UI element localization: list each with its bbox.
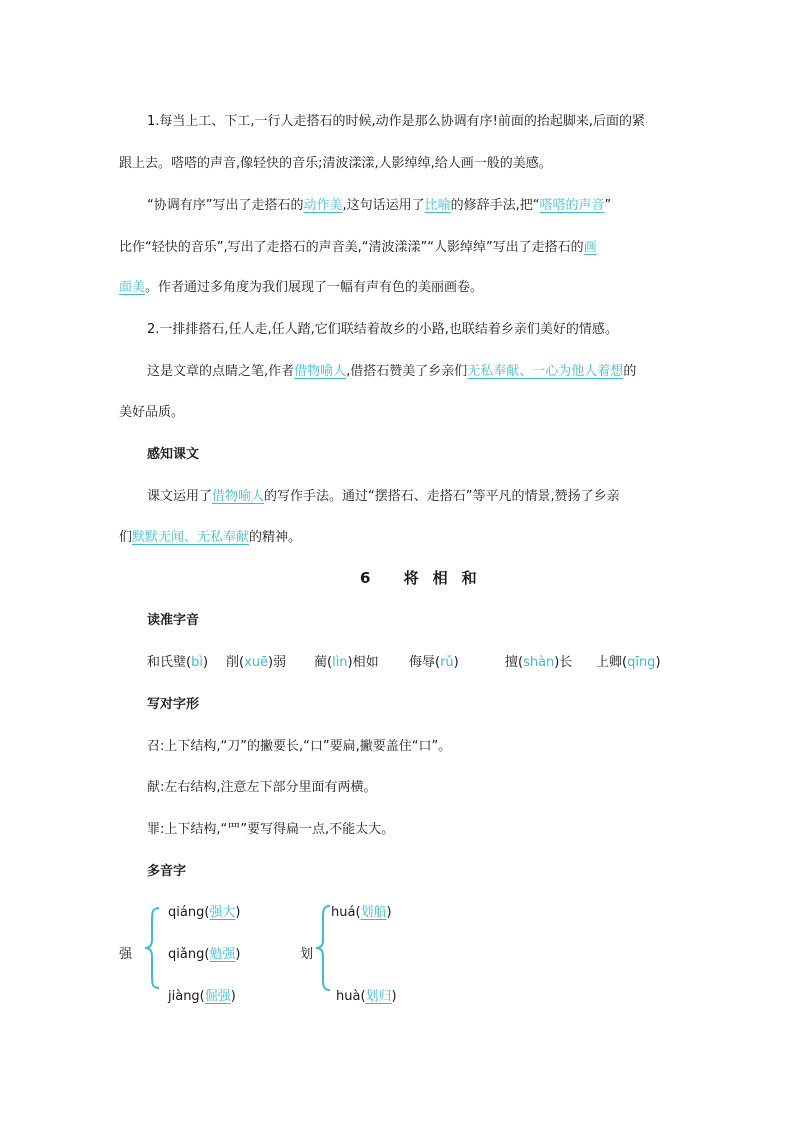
writing-line: 罪:上下结构,“罒”要写得扁一点,不能太大。	[147, 822, 395, 837]
example-word: 强大	[209, 905, 236, 920]
pronunciation-item	[226, 651, 286, 670]
word: )	[453, 655, 459, 670]
answer-highlight: 面美	[119, 280, 146, 295]
pronunciation-item	[596, 651, 661, 670]
analysis-2-line-1	[147, 360, 636, 379]
answer-highlight: 借物喻人	[294, 364, 347, 379]
pronunciation-item	[409, 651, 459, 670]
pinyin: )	[391, 989, 397, 1004]
answer-highlight: 画	[583, 240, 597, 255]
word: )弱	[268, 655, 287, 670]
polyphone-reading	[168, 985, 236, 1004]
polyphone-char: 划	[300, 947, 314, 962]
analysis-text: 的	[623, 364, 637, 379]
pinyin: lìn	[332, 655, 348, 670]
sentence-1-line-1: 1.每当上工、下工,一行人走搭石的时候,动作是那么协调有序!前面的抬起脚来,后面的紧	[147, 114, 646, 129]
example-word: 倔强	[204, 989, 231, 1004]
analysis-text: 的修辞手法,把“	[450, 198, 540, 213]
pinyin: )	[235, 947, 241, 962]
summary-line-1	[147, 485, 620, 504]
word: 擅(	[505, 655, 524, 670]
polyphone-reading	[336, 985, 397, 1004]
analysis-text: 。作者通过多角度为我们展现了一幅有声有色的美丽画卷。	[145, 280, 484, 295]
pronunciation-item	[314, 651, 379, 670]
writing-line: 献:左右结构,注意左下部分里面有两横。	[147, 780, 377, 795]
pinyin: )	[386, 905, 392, 920]
pinyin: qiǎng(	[168, 947, 210, 962]
pinyin: huà(	[336, 989, 366, 1004]
pinyin: )	[230, 989, 236, 1004]
pronunciation-item	[147, 651, 208, 670]
polyphone-reading	[331, 901, 392, 920]
summary-text: 们	[119, 530, 133, 545]
section-heading-pronunciation: 读准字音	[147, 613, 200, 628]
analysis-1-line-3	[119, 276, 483, 295]
example-word: 划船	[360, 905, 387, 920]
answer-highlight: 动作美	[303, 198, 343, 213]
analysis-text: ,借搭石赞美了乡亲们	[346, 364, 468, 379]
section-heading-polyphone: 多音字	[147, 864, 187, 879]
pinyin: bì	[191, 655, 203, 670]
summary-text: 的写作手法。通过“摆搭石、走搭石”等平凡的情景,赞扬了乡亲	[264, 489, 620, 504]
polyphone-reading	[168, 943, 241, 962]
pinyin: rǔ	[440, 655, 454, 670]
answer-highlight: 借物喻人	[212, 489, 265, 504]
example-word: 勉强	[209, 947, 236, 962]
word: 上卿(	[596, 655, 628, 670]
analysis-2-line-2: 美好品质。	[119, 405, 185, 420]
analysis-text: 这是文章的点睛之笔,作者	[147, 364, 295, 379]
word: )相如	[347, 655, 379, 670]
word: )长	[554, 655, 573, 670]
word: )	[655, 655, 661, 670]
pinyin: )	[235, 905, 241, 920]
analysis-1-line-1	[147, 194, 611, 213]
analysis-text: “协调有序”写出了走搭石的	[147, 198, 304, 213]
word: )	[202, 655, 209, 670]
summary-text: 课文运用了	[147, 489, 213, 504]
sentence-2: 2.一排排搭石,任人走,任人踏,它们联结着故乡的小路,也联结着乡亲们美好的情感。	[147, 322, 618, 337]
answer-highlight: 比喻	[424, 198, 451, 213]
analysis-1-line-2	[119, 236, 597, 255]
example-word: 划归	[365, 989, 392, 1004]
summary-line-2	[119, 526, 301, 545]
pinyin: xuē	[244, 655, 269, 670]
word: 侮辱(	[409, 655, 441, 670]
pinyin: huá(	[331, 905, 361, 920]
analysis-text: ,这句话运用了	[342, 198, 425, 213]
polyphone-reading	[168, 901, 241, 920]
pronunciation-item	[505, 651, 572, 670]
analysis-text: ”	[604, 198, 612, 213]
writing-line: 召:上下结构,“刀”的撇要长,“口”要扁,撇要盖住“口”。	[147, 739, 452, 754]
word: 蔺(	[314, 655, 333, 670]
sentence-1-line-2: 跟上去。嗒嗒的声音,像轻快的音乐;清波漾漾,人影绰绰,给人画一般的美感。	[119, 156, 552, 171]
summary-text: 的精神。	[249, 530, 302, 545]
word: 和氏璧(	[147, 655, 192, 670]
section-heading-writing: 写对字形	[147, 697, 200, 712]
analysis-text: 比作“轻快的音乐”,写出了走搭石的声音美,“清波漾漾”“人影绰绰”写出了走搭石的	[119, 240, 584, 255]
pinyin: shàn	[523, 655, 555, 670]
answer-highlight: 默默无闻、无私奉献	[132, 530, 250, 545]
answer-highlight: 无私奉献、一心为他人着想	[467, 364, 624, 379]
lesson-title: 6 将相和	[360, 569, 491, 587]
pinyin: qiáng(	[168, 905, 210, 920]
section-heading-summary: 感知课文	[147, 447, 200, 462]
polyphone-char: 强	[119, 947, 133, 962]
pinyin: qīng	[627, 655, 656, 670]
pinyin: jiàng(	[168, 989, 205, 1004]
word: 削(	[226, 655, 245, 670]
left-brace-icon	[143, 906, 163, 990]
answer-highlight: 嗒嗒的声音	[539, 198, 605, 213]
